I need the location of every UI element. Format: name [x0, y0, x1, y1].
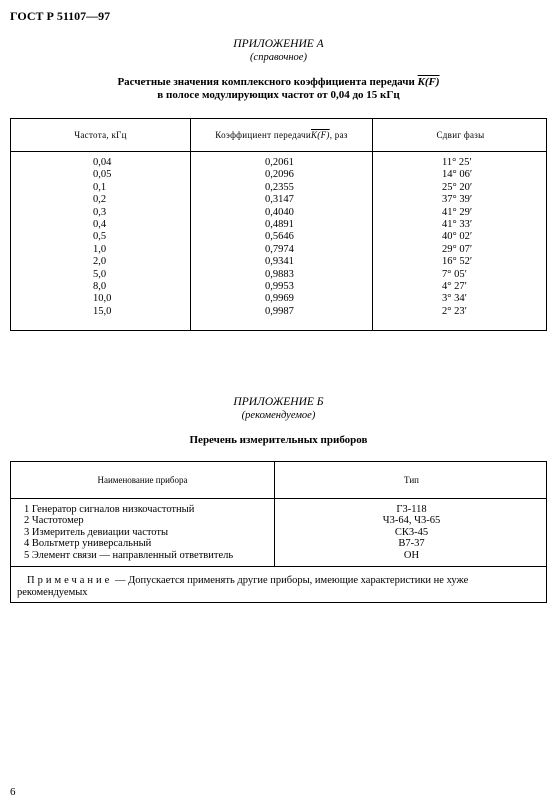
frequency-cell: 0,2	[93, 194, 107, 206]
note-text: — Допускается применять другие приборы, имеющие характеристики не хуже	[112, 575, 469, 586]
appendix-b-subtitle: (рекомендуемое)	[241, 410, 316, 421]
appendix-a-table	[10, 118, 547, 331]
page-number: 6	[10, 786, 16, 798]
header-coefficient-symbol: K(F)	[311, 130, 330, 140]
header-coefficient-text: Коэффициент передачи	[215, 130, 311, 140]
device-type-column	[275, 504, 548, 561]
note-label: Примечание	[27, 575, 113, 586]
coefficient-cell: 0,9883	[265, 268, 294, 280]
frequency-cell: 0,3	[93, 206, 107, 218]
appendix-a-title: ПРИЛОЖЕНИЕ А	[233, 38, 324, 50]
coefficient-cell: 0,3147	[265, 194, 294, 206]
phase-shift-cell: 37° 39′	[442, 194, 473, 206]
header-device-name: Наименование прибора	[97, 475, 188, 485]
device-type-cell: СК3-45	[394, 526, 429, 538]
coefficient-cell: 0,9969	[265, 293, 294, 305]
frequency-column	[93, 157, 111, 318]
header-divider	[11, 498, 546, 499]
device-name-cell: 3 Измеритель девиации частоты	[24, 526, 169, 538]
appendix-a-caption	[0, 76, 557, 88]
frequency-cell: 2,0	[93, 256, 107, 268]
device-type-cell: Ч3-64, Ч3-65	[382, 515, 441, 527]
phase-shift-cell: 11° 25′	[442, 157, 472, 168]
phase-shift-cell: 7° 05′	[442, 268, 467, 280]
header-coefficient	[191, 119, 372, 151]
frequency-cell: 5,0	[93, 268, 107, 280]
coefficient-cell: 0,5646	[265, 231, 294, 243]
appendix-a-caption-line2: в полосе модулирующих частот от 0,04 до 15 кГц	[157, 89, 400, 101]
frequency-cell: 0,05	[93, 169, 112, 181]
device-name-cell: 1 Генератор сигналов низкочастотный	[24, 504, 195, 515]
phase-shift-cell: 14° 06′	[442, 169, 473, 181]
coefficient-cell: 0,9341	[265, 256, 294, 268]
device-name-cell: 2 Частотомер	[24, 515, 84, 527]
coefficient-cell: 0,2355	[265, 181, 294, 193]
coefficient-column	[265, 157, 294, 318]
note-divider	[11, 566, 546, 567]
appendix-b-table	[10, 461, 547, 603]
coefficient-cell: 0,2096	[265, 169, 294, 181]
caption-symbol: K(F)	[417, 76, 440, 88]
header-device-type: Тип	[404, 475, 419, 485]
phase-shift-column	[442, 157, 472, 318]
frequency-cell: 1,0	[93, 243, 107, 255]
appendix-a-subtitle: (справочное)	[250, 52, 307, 63]
frequency-cell: 10,0	[93, 293, 112, 305]
phase-shift-cell: 41° 33′	[442, 218, 473, 230]
frequency-cell: 8,0	[93, 280, 107, 292]
header-phase-shift: Сдвиг фазы	[436, 130, 485, 140]
header-frequency: Частота, кГц	[74, 130, 127, 140]
coefficient-cell: 0,4040	[265, 206, 294, 218]
device-type-cell: В7-37	[398, 538, 425, 550]
note-text-line2: рекомендуемых	[17, 587, 88, 598]
device-name-cell: 4 Вольтметр универсальный	[24, 538, 152, 550]
coefficient-cell: 0,2061	[265, 157, 294, 168]
device-type-cell: ОН	[403, 549, 420, 561]
phase-shift-cell: 3° 34′	[442, 293, 467, 305]
frequency-cell: 15,0	[93, 305, 112, 317]
phase-shift-cell: 40° 02′	[442, 231, 473, 243]
coefficient-cell: 0,7974	[265, 243, 294, 255]
document-code: ГОСТ Р 51107—97	[10, 9, 111, 23]
coefficient-cell: 0,9987	[265, 305, 294, 317]
header-divider	[11, 151, 546, 152]
phase-shift-cell: 16° 52′	[442, 256, 473, 268]
caption-text: Расчетные значения комплексного коэффициента передачи	[117, 76, 415, 88]
frequency-cell: 0,4	[93, 218, 107, 230]
coefficient-cell: 0,9953	[265, 280, 294, 292]
table-note	[17, 575, 557, 599]
phase-shift-cell: 4° 27′	[442, 280, 467, 292]
device-name-cell: 5 Элемент связи — направленный ответвитель	[24, 549, 234, 561]
device-name-column	[24, 504, 233, 561]
phase-shift-cell: 25° 20′	[442, 181, 473, 193]
phase-shift-cell: 2° 23′	[442, 305, 467, 317]
phase-shift-cell: 29° 07′	[442, 243, 473, 255]
coefficient-cell: 0,4891	[265, 218, 294, 230]
phase-shift-cell: 41° 29′	[442, 206, 473, 218]
device-type-cell: Г3-118	[396, 504, 427, 515]
appendix-b-caption: Перечень измерительных приборов	[189, 434, 368, 446]
appendix-b-title: ПРИЛОЖЕНИЕ Б	[233, 396, 324, 408]
frequency-cell: 0,5	[93, 231, 107, 243]
header-coefficient-unit: , раз	[329, 130, 348, 140]
frequency-cell: 0,04	[93, 157, 112, 168]
frequency-cell: 0,1	[93, 181, 107, 193]
